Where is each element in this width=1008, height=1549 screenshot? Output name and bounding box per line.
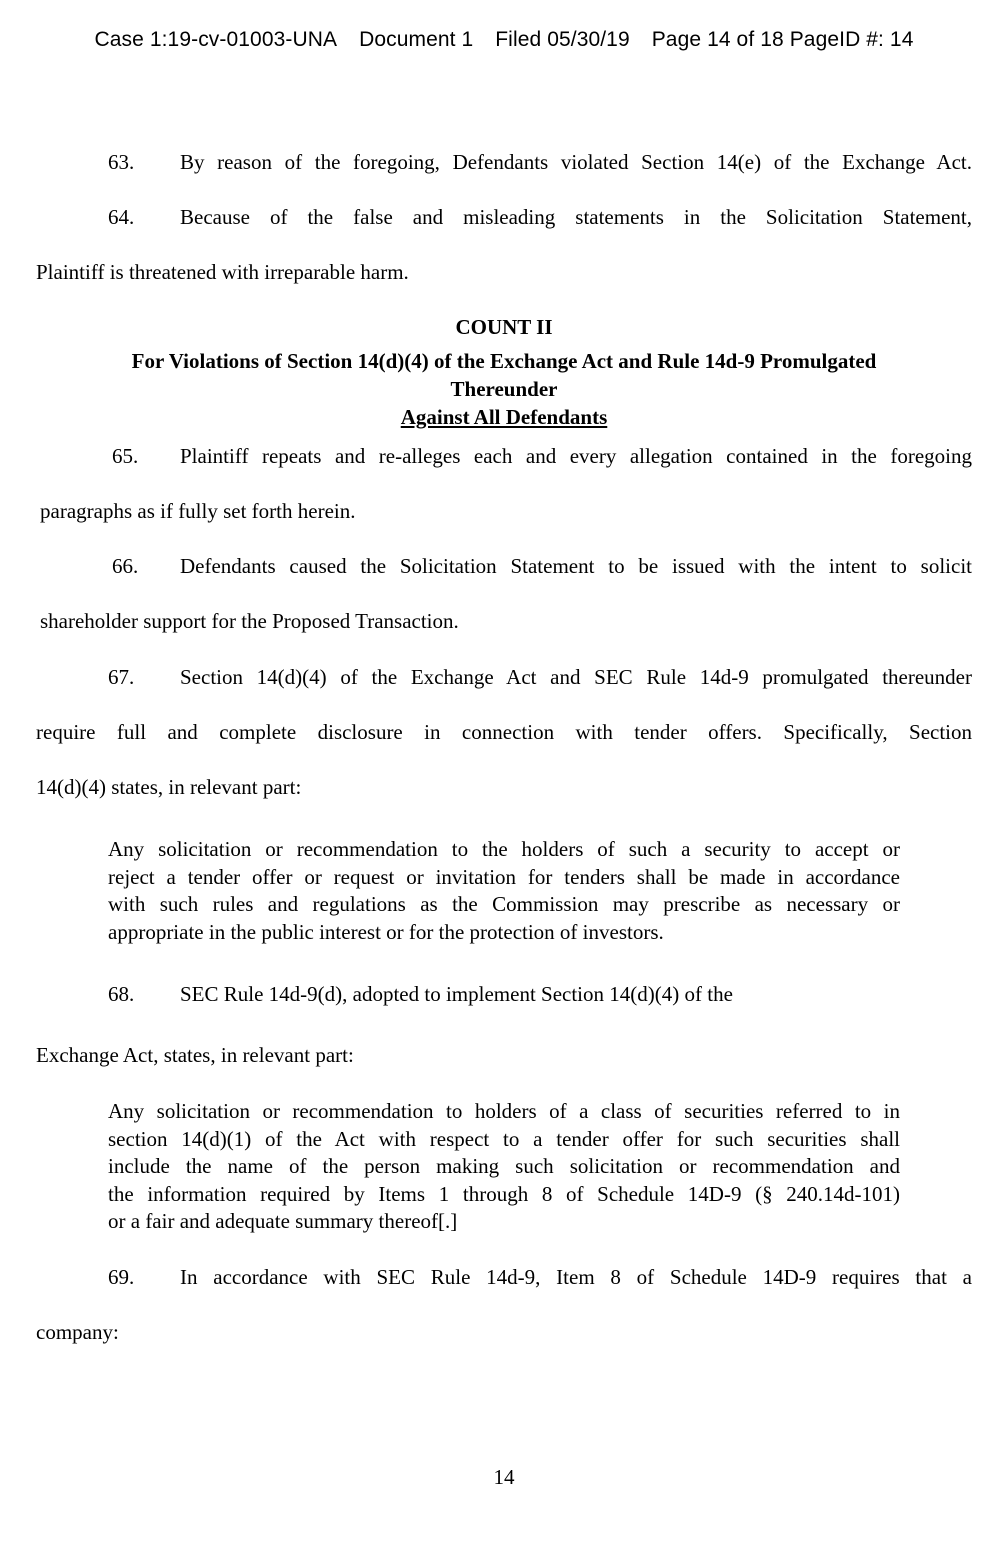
paragraph-number: 66. xyxy=(112,554,139,578)
count-title: COUNT II xyxy=(455,315,553,339)
paragraph-text: Plaintiff is threatened with irreparable harm. xyxy=(36,260,409,284)
quote-line: include the name of the person making such solicitation or recommendation and xyxy=(108,1154,900,1178)
paragraph-number: 69. xyxy=(108,1265,135,1289)
paragraph-text: Defendants caused the Solicitation Statement to be issued with the intent to solicit xyxy=(180,554,972,578)
paragraph-number: 64. xyxy=(108,205,135,229)
paragraph-text: Plaintiff repeats and re-alleges each and every allegation contained in the foregoing xyxy=(180,444,972,468)
quote-line: with such rules and regulations as the Commission may prescribe as necessary or xyxy=(108,892,900,916)
page-number: 14 xyxy=(493,1465,515,1489)
paragraph-text: require full and complete disclosure in connection with tender offers. Specifically, Section xyxy=(36,720,972,744)
count-defendants: Against All Defendants xyxy=(400,405,608,429)
paragraph-number: 65. xyxy=(112,444,139,468)
paragraph-text: shareholder support for the Proposed Transaction. xyxy=(40,609,459,633)
paragraph-number: 63. xyxy=(108,150,135,174)
filed-date: Filed 05/30/19 xyxy=(495,28,630,51)
paragraph-text: By reason of the foregoing, Defendants violated Section 14(e) of the Exchange Act. xyxy=(180,150,972,174)
quote-line: section 14(d)(1) of the Act with respect to a tender offer for such securities shall xyxy=(108,1126,900,1151)
quote-line: the information required by Items 1 through 8 of Schedule 14D-9 (§ 240.14d-101) xyxy=(108,1181,900,1206)
page-info: Page 14 of 18 PageID #: 14 xyxy=(651,28,914,51)
paragraph-text: 14(d)(4) states, in relevant part: xyxy=(36,775,302,799)
quote-line: or a fair and adequate summary thereof[.] xyxy=(108,1209,458,1233)
paragraph-text: paragraphs as if fully set forth herein. xyxy=(40,499,356,523)
case-number: Case 1:19-cv-01003-UNA xyxy=(94,28,338,51)
paragraph-text: Because of the false and misleading statements in the Solicitation Statement, xyxy=(180,205,972,229)
count-subtitle-continued: Thereunder xyxy=(450,377,558,401)
block-quote xyxy=(108,836,900,946)
paragraph-number: 68. xyxy=(108,982,135,1006)
quote-line: Any solicitation or recommendation to the holders of such a security to accept or xyxy=(108,837,900,861)
paragraph-text: SEC Rule 14d-9(d), adopted to implement Section 14(d)(4) of the xyxy=(180,982,733,1006)
paragraph-text: Section 14(d)(4) of the Exchange Act and SEC Rule 14d-9 promulgated thereunder xyxy=(180,665,972,689)
block-quote xyxy=(108,1098,900,1236)
quote-line: Any solicitation or recommendation to holders of a class of securities referred to in xyxy=(108,1099,900,1123)
case-header xyxy=(0,28,1008,52)
quote-line: appropriate in the public interest or for the protection of investors. xyxy=(108,919,664,944)
paragraph-text: Exchange Act, states, in relevant part: xyxy=(36,1043,354,1067)
count-subtitle: For Violations of Section 14(d)(4) of the Exchange Act and Rule 14d-9 Promulgated xyxy=(131,349,877,373)
paragraph-text: company: xyxy=(36,1320,119,1344)
paragraph-number: 67. xyxy=(108,665,135,689)
quote-line: reject a tender offer or request or invitation for tenders shall be made in accordance xyxy=(108,864,900,889)
document-number: Document 1 xyxy=(359,28,474,51)
paragraph-text: In accordance with SEC Rule 14d-9, Item 8 of Schedule 14D-9 requires that a xyxy=(180,1265,972,1289)
